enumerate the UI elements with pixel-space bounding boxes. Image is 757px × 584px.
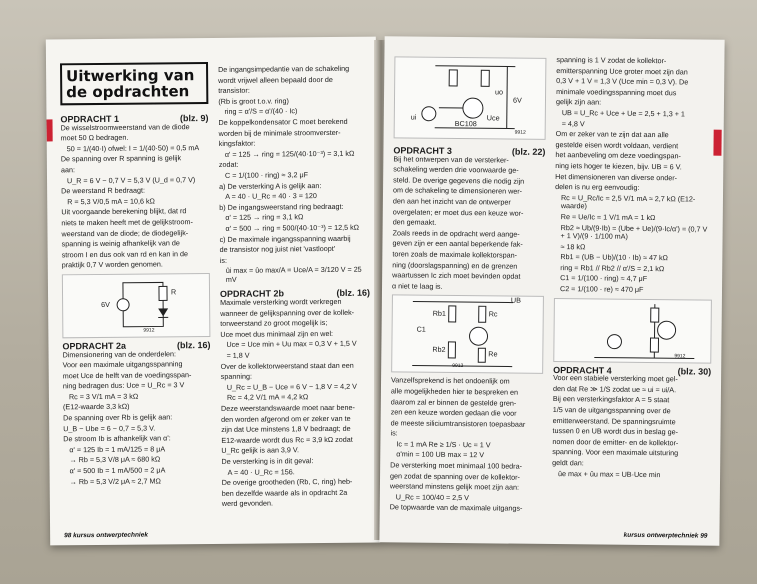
emitter-follower-diagram: [554, 299, 713, 363]
equation: A = 40 · U_Rc = 156.: [227, 466, 295, 477]
text-line: wanneer de gelijkspanning over de kollek-: [220, 307, 355, 318]
text-line: den dat Re ≫ 1/S zodat ue ≈ ui = ui/A.: [552, 383, 677, 395]
right-column-2: [552, 56, 714, 482]
equation: U_Rc = U_B − Uce = 6 V − 1,8 V = 4,2 V: [226, 381, 357, 392]
equation: Rb2 ≈ Ub/(9·Ib) = (Ube + Ue)/(9·Ic/α') = (0,7 V + 1 V)/(9 · 1/100 mA): [560, 222, 708, 241]
text-line: praktijk 0,7 V worden genomen.: [61, 259, 163, 270]
text-line: om de schakeling te dimensioneren wer-: [392, 185, 523, 197]
text-line: Over de kollektorweerstand staat dan een: [220, 360, 354, 371]
text-line: Het dimensioneren van diverse onder-: [555, 171, 678, 182]
equation: U_Rc = 100/40 = 2,5 V: [395, 492, 470, 502]
equation: Rc = 3 V/1 mA = 3 kΩ: [68, 391, 139, 402]
equation: → Rb = 5,3 V/2 μA ≈ 2,7 MΩ: [69, 476, 161, 486]
text-line: minimale voedingsspanning moet dus: [556, 86, 677, 98]
equation: α'min = 100 UB max = 12 V: [396, 449, 485, 460]
text-line: moet Uce de helft van de voedingsspan-: [62, 369, 192, 381]
ub-label: UB: [510, 295, 521, 305]
text-line: overgelaten; er moet dus een keuze wor-: [392, 206, 524, 218]
text-line: het aanbeveling om deze voedingspan-: [555, 150, 681, 161]
text-line: (Rb is groot t.o.v. ring): [218, 96, 289, 106]
text-line: toren zoals de maximale kollektorspan-: [392, 249, 518, 260]
text-line: wordt vrijwel alleen bepaald door de: [218, 74, 333, 85]
text-line: Zoals reeds in de opdracht werd aange-: [392, 228, 520, 239]
text-line: De wisselstroomweerstand van de diode: [60, 121, 190, 132]
text-line: niets te maken heeft met de gelijkstroom-: [61, 217, 193, 228]
equation: α' = 125 Ib = 1 mA/125 = 8 μA: [69, 444, 166, 455]
left-column-2: [218, 65, 372, 511]
text-line: De versterking is in dit geval:: [221, 456, 314, 466]
equation: ≈ 18 kΩ: [560, 241, 586, 252]
text-line: zen een keuze worden gedaan die voor: [390, 407, 517, 418]
text-line: α niet te laag is.: [392, 281, 443, 291]
text-line: zijn dat Uce minstens 1,8 V bedraagt; de: [221, 423, 351, 435]
text-line: 1/5 van de uitgangsspanning over de: [552, 405, 671, 416]
equation: α' = 125 → ring = 3,1 kΩ: [225, 212, 304, 223]
text-line: werd gevonden.: [221, 498, 274, 509]
left-column-1: [60, 62, 212, 488]
c1-label: C1: [416, 324, 426, 334]
diode-circuit-diagram: [63, 274, 212, 337]
equation: Re = Ue/Ic = 1 V/1 mA = 1 kΩ: [560, 211, 656, 222]
text-line: Bij een versterkingsfaktor A = 5 staat: [552, 394, 670, 405]
text-line: spanning:: [220, 371, 252, 382]
title-line-1: Uitwerking van: [66, 66, 195, 86]
text-line: is:: [390, 428, 398, 438]
text-line: a) De versterking A is gelijk aan:: [219, 180, 322, 191]
text-line: kingsfaktor:: [218, 138, 256, 149]
transistor-type-label: BC108: [454, 118, 477, 129]
text-line: Bij het ontwerpen van de versterker-: [393, 153, 509, 165]
rb1-label: Rb1: [432, 309, 446, 319]
equation: Ic = 1 mA Re ≥ 1/S · Uc = 1 V: [396, 439, 491, 450]
text-line: ben dezelfde waarde als in opdracht 2a: [221, 487, 348, 498]
equation: ring = Rb1 // Rb2 // α'/S = 2,1 kΩ: [560, 262, 665, 274]
text-line: gen zodat de spanning over de kollektor-: [390, 470, 520, 482]
text-line: spanning is 1 V zodat de kollektor-: [556, 55, 667, 66]
text-line: De koppelkondensator C moet berekend: [218, 116, 348, 127]
text-line: waartussen Ic zich moet bevinden opdat: [392, 270, 521, 281]
text-line: De topwaarde van de maximale uitgangs-: [389, 502, 523, 514]
text-line: zodat:: [218, 160, 239, 170]
equation: ûe max + ûu max = UB·Uce min: [558, 468, 661, 479]
text-line: worden bij de minimale stroomverster-: [218, 127, 341, 138]
ui-label: ui: [410, 112, 417, 122]
figure-code: 9912: [143, 327, 155, 334]
text-line: De overige grootheden (Rb, C, ring) heb-: [221, 476, 353, 488]
text-line: Uce moet dus minimaal zijn en wel:: [220, 328, 334, 339]
text-line: emitterspanning Uce groter moet zijn dan: [556, 65, 688, 77]
text-line: c) De maximale ingangsspanning waarbij: [219, 233, 351, 244]
equation: 50 = 1/(40·I) ofwel: I = 1/(40·50) = 0,5 mA: [66, 142, 200, 154]
text-line: steld. De overige gegevens die nodig zijn: [393, 175, 525, 186]
rc-label: Rc: [488, 309, 498, 319]
equation: → Rb = 5,3 V/8 μA ≈ 680 kΩ: [69, 454, 161, 465]
right-page: [379, 36, 724, 546]
equation: A = 40 · U_Rc = 40 · 3 = 120: [225, 191, 317, 202]
uo-label: uo: [495, 87, 504, 97]
equation: ûi max = ûo max/A = Uce/A = 3/120 V = 25 mV: [225, 264, 362, 284]
page-tab-marker: [46, 119, 52, 141]
text-line: spanning. Voor een maximale uitsturing: [552, 447, 679, 458]
text-line: nomen door de emitter- en de kollektor-: [552, 436, 679, 448]
text-line: De weerstand R bedraagt:: [61, 185, 146, 196]
text-line: Voor een stabiele versterking moet gel-: [553, 373, 678, 384]
text-line: E12-waarde wordt dus Rc = 3,9 kΩ zodat: [221, 434, 353, 445]
diode-circuit-figure: [62, 273, 211, 338]
figure-code: 9912: [514, 129, 526, 136]
text-line: geven zijn er een aantal beperkende fak-: [392, 238, 523, 250]
text-line: de meeste siliciumtransistoren toepasbaar: [390, 418, 526, 429]
equation: ring = α'/S = α'/(40 · Ic): [224, 106, 298, 117]
equation: C1 = 1/(100 · ring) ≈ 4,7 μF: [560, 273, 648, 284]
text-line: gestelde eisen wordt voldaan, verdient: [555, 139, 679, 151]
text-line: stroom I en dus ook van rd en kan in de: [61, 248, 188, 260]
text-line: den gemaakt.: [392, 217, 437, 227]
right-column-1: [390, 56, 547, 516]
opdracht4-heading: OPDRACHT 4 (blz. 30): [553, 364, 712, 377]
text-line: ning (doorslagspanning) en de grenzen: [392, 259, 518, 271]
equation: = 4,8 V: [561, 118, 585, 128]
text-line: 0,3 V + 1 V = 1,3 V (Uce min = 0,3 V). De: [556, 76, 689, 87]
text-line: U_B − Ube = 6 − 0,7 = 5,3 V.: [63, 423, 156, 433]
equation: Rb1 = (UB − Ub)/(10 · Ib) ≈ 47 kΩ: [560, 252, 668, 263]
equation: α' = 125 → ring = 125/(40·10⁻³) = 3,1 kΩ: [224, 148, 355, 159]
text-line: De stroom Ib is afhankelijk van α':: [63, 433, 171, 444]
opdracht3-heading: OPDRACHT 3 (blz. 22): [393, 145, 546, 157]
text-line: den worden afgerond om er zeker van te: [221, 413, 351, 424]
text-line: Dimensionering van de onderdelen:: [62, 348, 177, 359]
equation: Rc = U_Rc/Ic = 2,5 V/1 mA ≈ 2,7 kΩ (E12-waarde): [560, 192, 696, 211]
equation: C2 = 1/(100 · re) ≈ 470 μF: [559, 284, 644, 295]
figure-code: 9912: [674, 352, 686, 360]
text-line: De spanning over Rb is gelijk aan:: [63, 412, 173, 423]
opdracht1-heading: OPDRACHT 1 (blz. 9): [60, 113, 209, 125]
text-line: emitterweerstand. De spanningsruimte: [552, 415, 676, 426]
equation: α' = 500 Ib = 1 mA/500 = 2 μA: [69, 465, 166, 476]
equation: UB = U_Rc + Uce + Ue = 2,5 + 1,3 + 1: [561, 108, 685, 119]
text-line: ning iets hoger te kiezen, bijv. UB = 6 V.: [555, 160, 682, 172]
text-line: De ingangsimpedantie van de schakeling: [218, 63, 350, 74]
text-line: aan:: [60, 165, 75, 175]
equation: α' = 500 → ring = 500/(40·10⁻³) = 12,5 kΩ: [225, 222, 360, 233]
text-line: geldt dan:: [552, 458, 584, 468]
text-line: tussen 0 en UB wordt dus in beslag ge-: [552, 426, 679, 437]
text-line: den aan het inzicht van de ontwerper: [392, 196, 511, 207]
equation: R = 5,3 V/0,5 mA = 10,6 kΩ: [67, 196, 155, 207]
opdracht2b-heading: OPDRACHT 2b (blz. 16): [219, 288, 371, 300]
page-footer-right: kursus ontwerptechniek 99: [623, 531, 708, 540]
transistor-circuit-figure-top: [394, 56, 547, 140]
equation: C = 1/(100 · ring) ≈ 3,2 μF: [224, 170, 309, 180]
re-label: Re: [488, 349, 498, 359]
text-line: de transistor nog juist niet 'vastloopt': [219, 244, 336, 255]
amplifier-circuit-diagram: [392, 296, 545, 374]
text-line: Uit voorgaande berekening blijkt, dat rd: [61, 206, 187, 217]
text-line: Maximale versterking wordt verkregen: [220, 296, 342, 308]
equation: = 1,8 V: [226, 350, 250, 360]
text-line: spanning is weinig afhankelijk van de: [61, 238, 180, 249]
text-line: De spanning over R spanning is gelijk: [60, 153, 182, 164]
resistor-label: R: [170, 287, 177, 297]
uce-label: Uce: [486, 113, 500, 123]
text-line: weerstand van de diode; de diodegelijk-: [61, 227, 189, 238]
text-line: b) De ingangsweerstand ring bedraagt:: [219, 201, 344, 212]
text-line: Deze weerstandswaarde moet naar bene-: [220, 402, 355, 413]
text-line: De versterking moet minimaal 100 bedra-: [390, 460, 523, 471]
voltage-label: 6V: [512, 95, 522, 105]
page-tab-marker: [713, 130, 721, 156]
text-line: Vanzelfsprekend is het ondoenlijk om: [391, 375, 510, 386]
text-line: is:: [219, 255, 227, 265]
text-line: U_Rc gelijk is aan 3,9 V.: [221, 445, 300, 456]
text-line: weerstand minstens gelijk moet zijn aan:: [389, 481, 520, 492]
text-line: Om er zeker van te zijn dat aan alle: [555, 129, 669, 140]
transistor-circuit-figure-mid: [391, 295, 544, 375]
equation: Rc = 4,2 V/1 mA = 4,2 kΩ: [226, 392, 309, 403]
text-line: torweerstand zo groot mogelijk is;: [220, 318, 328, 329]
opdracht2a-heading: OPDRACHT 2a (blz. 16): [62, 339, 211, 352]
figure-code: 9912: [452, 363, 464, 370]
text-line: (E12-waarde 3,3 kΩ): [62, 402, 130, 412]
text-line: moet 50 Ω bedragen.: [60, 132, 129, 143]
equation: U_R = 6 V − 0,7 V = 5,3 V (U_d = 0,7 V): [66, 174, 196, 185]
equation: Uce = Uce min + Uu max = 0,3 V + 1,5 V: [226, 339, 357, 350]
section-title: [60, 62, 208, 105]
voltage-label: 6V: [101, 299, 110, 309]
text-line: daarom zal er binnen de gestelde gren-: [390, 396, 517, 408]
text-line: schakeling werden drie voorwaarde ge-: [393, 164, 519, 175]
emitter-circuit-figure: [553, 298, 712, 364]
text-line: ning bedragen dus: Uce = U_Rc = 3 V: [62, 380, 185, 391]
title-line-2: de opdrachten: [66, 82, 190, 102]
left-page: [46, 37, 380, 546]
text-line: gelijk zijn aan:: [555, 97, 602, 107]
text-line: delen is nu erg eenvoudig:: [555, 182, 640, 193]
text-line: alle mogelijkheden hier te bespreken en: [390, 386, 519, 397]
text-line: transistor:: [218, 85, 250, 96]
page-footer-left: 98 kursus ontwerptechniek: [64, 531, 148, 540]
rb2-label: Rb2: [432, 345, 446, 355]
text-line: Voor een maximale uitgangsspanning: [62, 359, 183, 370]
